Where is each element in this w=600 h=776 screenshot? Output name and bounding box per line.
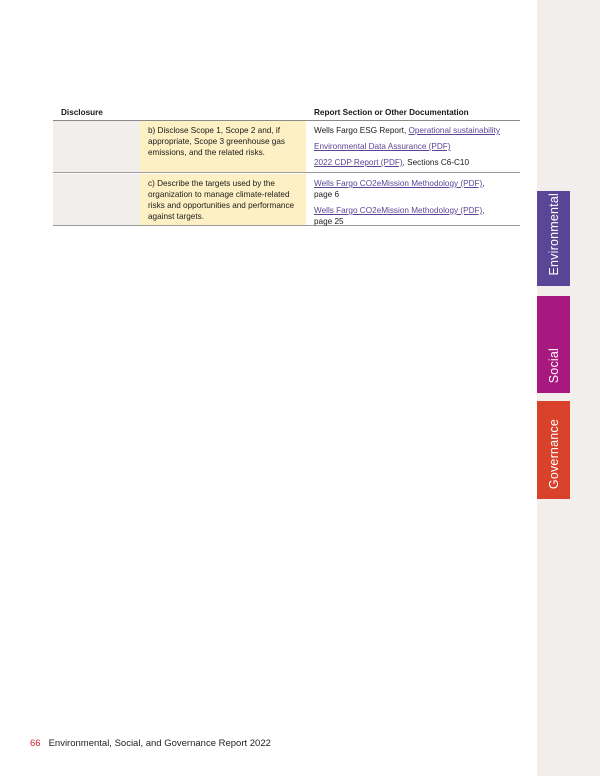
header-report-section: Report Section or Other Documentation	[314, 108, 469, 117]
report-cell	[306, 121, 520, 172]
report-text: Wells Fargo ESG Report,	[314, 126, 409, 135]
tab-governance[interactable]	[537, 401, 570, 499]
report-cell	[306, 174, 520, 225]
report-title: Environmental, Social, and Governance Report 2022	[48, 738, 271, 749]
disclosure-cell: b) Disclose Scope 1, Scope 2 and, if appropriate, Scope 3 greenhouse gas emissions, and the related risks.	[140, 121, 306, 172]
tab-social-label: Social	[546, 347, 561, 383]
table-row	[53, 174, 520, 226]
report-text: page 6	[314, 190, 340, 199]
table-header	[53, 104, 520, 121]
header-disclosure: Disclosure	[61, 108, 103, 117]
row-category-cell	[53, 174, 140, 225]
environmental-data-assurance-link[interactable]: Environmental Data Assurance (PDF)	[314, 142, 451, 151]
page-number: 66	[30, 738, 41, 749]
tab-environmental[interactable]	[537, 191, 570, 286]
report-text: , Sections C6-C10	[402, 158, 470, 167]
disclosure-cell: c) Describe the targets used by the organization to manage climate-related risks and opportunities and performance against targets.	[140, 174, 306, 225]
row-category-cell	[53, 121, 140, 172]
report-text: page 25	[314, 217, 344, 226]
table-row	[53, 121, 520, 173]
tab-environmental-label: Environmental	[546, 193, 561, 276]
page-footer	[30, 738, 271, 749]
report-text: ,	[482, 206, 485, 215]
report-text: ,	[482, 179, 485, 188]
cdp-report-link[interactable]: 2022 CDP Report (PDF)	[314, 158, 403, 167]
tab-social[interactable]	[537, 296, 570, 393]
co2emission-methodology-link[interactable]: Wells Fargo CO2eMission Methodology (PDF)	[314, 206, 483, 215]
tab-governance-label: Governance	[546, 418, 561, 489]
disclosure-table	[53, 104, 520, 226]
co2emission-methodology-link[interactable]: Wells Fargo CO2eMission Methodology (PDF)	[314, 179, 483, 188]
operational-sustainability-link[interactable]: Operational sustainability	[408, 126, 500, 135]
